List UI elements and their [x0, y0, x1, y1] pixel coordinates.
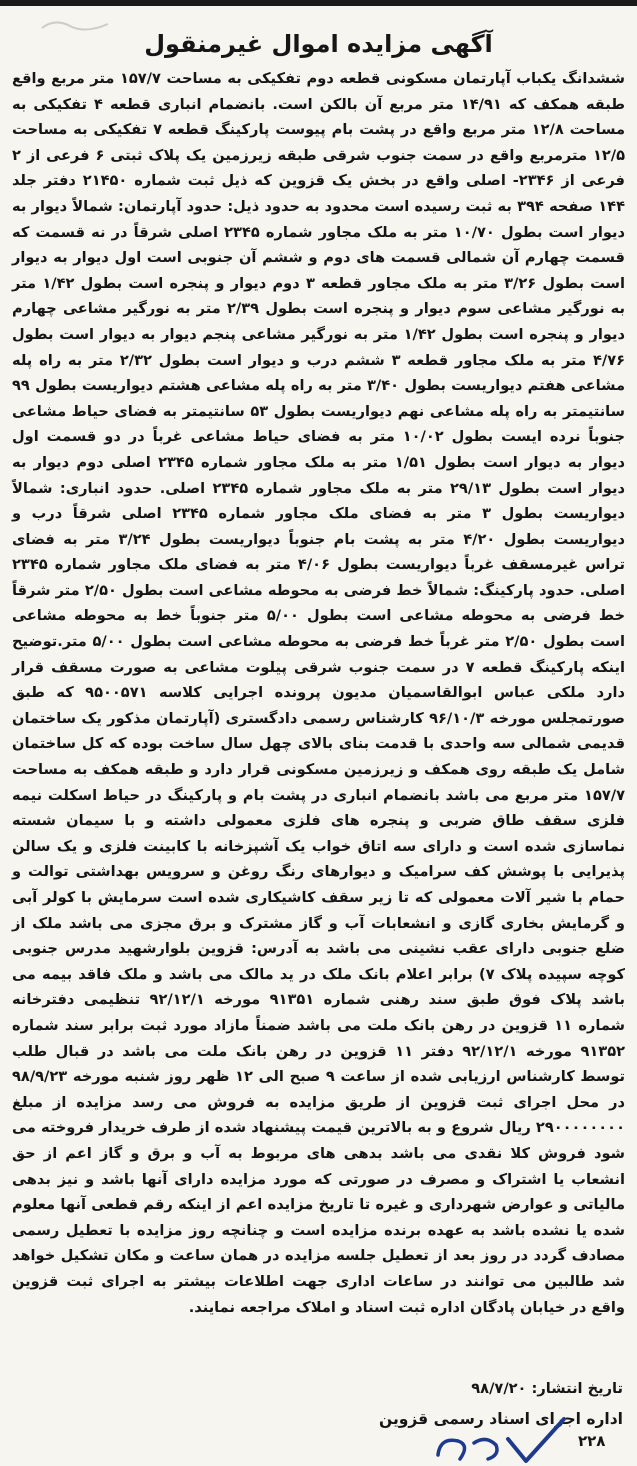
issuing-office-signature: اداره اجرای اسناد رسمی قزوین: [379, 1410, 623, 1428]
notice-body: ششدانگ یکباب آپارتمان مسکونی قطعه دوم تفکیکی به مساحت ۱۵۷/۷ متر مربع واقع طبقه همکف که ۱۴/۹۱ متر مربع آن بالکن است. بانضمام انباری قطعه ۴ تفکیکی به مساحت ۱۲/۸ متر مربع واقع در پشت بام پیوست پارکینگ قطعه ۷ تفکیکی به مساحت ۱۲/۵ مترمربع واقع در سمت جنوب شرقی طبقه زیرزمین یک پلاک ثبتی ۶ فرعی از ۲ فرعی از ۲۳۴۶- اصلی واقع در بخش یک قزوین که ذیل ثبت شماره ۲۱۴۵۰ دفتر جلد ۱۴۴ صفحه ۳۹۴ به ثبت رسیده است محدود به حدود ذیل: حدود آپارتمان: شمالاً دیوار به دیوار است بطول ۱۰/۷۰ متر به ملک مجاور شماره ۲۳۴۵ اصلی شرقاً در نه قسمت که قسمت چهارم آن شمالی قسمت های دوم و ششم آن جنوبی است اول دیوار به دیوار است بطول ۳/۲۶ متر به ملک مجاور قطعه ۳ دوم دیوار و پنجره است بطول ۱/۴۲ متر به نورگیر مشاعی سوم دیوار و پنجره است بطول ۲/۳۹ متر به نورگیر مشاعی چهارم دیوار و پنجره است بطول ۱/۴۲ متر به نورگیر مشاعی پنجم دیوار به دیوار است بطول ۴/۷۶ متر به ملک مجاور قطعه ۳ ششم درب و دیوار است بطول ۲/۳۲ متر به راه پله مشاعی هفتم دیواریست بطول ۳/۴۰ متر به راه پله مشاعی هشتم دیواریست بطول ۹۹ سانتیمتر به راه پله مشاعی نهم دیواریست بطول ۵۳ سانتیمتر به فضای حیاط مشاعی جنوباً نرده ایست بطول ۱۰/۰۲ متر به فضای حیاط مشاعی غرباً در دو قسمت اول دیوار به دیوار است بطول ۱/۵۱ متر به ملک مجاور شماره ۲۳۴۵ اصلی دوم دیوار به دیوار است بطول ۲۹/۱۳ متر به ملک مجاور شماره ۲۳۴۵ اصلی. حدود انباری: شمالاً دیواریست بطول ۳ متر به فضای ملک مجاور شماره ۲۳۴۵ اصلی شرقاً درب و دیواریست بطول ۴/۲۰ متر به پشت بام جنوباً دیواریست بطول ۳/۲۴ متر به فضای تراس غیرمسقف غرباً دیواریست بطول ۴/۰۶ متر به فضای ملک مجاور شماره ۲۳۴۵ اصلی. حدود پارکینگ: شمالاً خط فرضی به محوطه مشاعی است بطول ۲/۵۰ متر شرقاً خط فرضی به محوطه مشاعی است بطول ۵/۰۰ متر جنوباً خط به محوطه مشاعی است بطول ۲/۵۰ متر غرباً خط فرضی به محوطه مشاعی است بطول ۵/۰۰ متر.توضیح اینکه پارکینگ قطعه ۷ در سمت جنوب شرقی پیلوت مشاعی به صورت مسقف قرار دارد ملکی عباس ابوالقاسمیان مدیون پرونده اجرایی کلاسه ۹۵۰۰۵۷۱ که طبق صورتمجلس مورخه ۹۶/۱۰/۳ کارشناس رسمی دادگستری (آپارتمان مذکور یک ساختمان قدیمی شمالی سه واحدی با قدمت بنای بالای چهل سال ساخت بوده که کل ساختمان شامل یک طبقه روی همکف و زیرزمین مسکونی قرار دارد و طبقه همکف به مساحت ۱۵۷/۷ متر مربع می باشد بانضمام انباری در پشت بام و پارکینگ در حیاط اسکلت نیمه فلزی سقف طاق ضربی و پنجره های فلزی معمولی داشته و با سیمان شسته نماسازی شده است و دارای سه اتاق خواب یک آشپزخانه با کابینت فلزی و یک سالن پذیرایی با پوشش کف سرامیک و دیوارهای رنگ روغن و سرویس بهداشتی توالت و حمام با شیر آلات معمولی که تا زیر سقف کاشیکاری شده است سرمایش با کولر آبی و گرمایش بخاری گازی و انشعابات آب و گاز مشترک و برق مجزی می باشد ملک از ضلع جنوبی دارای عقب نشینی می باشد به آدرس: قزوین بلوارشهید مدرس جنوبی کوچه سپیده پلاک ۷) برابر اعلام بانک ملک در ید مالک می باشد و ملک فاقد بیمه می باشد پلاک فوق طبق سند رهنی شماره ۹۱۳۵۱ مورخه ۹۲/۱۲/۱ تنظیمی دفترخانه شماره ۱۱ قزوین در رهن بانک ملت می باشد ضمناً مازاد مورد ثبت برابر سند شماره ۹۱۳۵۲ مورخه ۹۲/۱۲/۱ دفتر ۱۱ قزوین در رهن بانک ملت می باشد در قبال طلب توسط کارشناس ارزیابی شده از ساعت ۹ صبح الی ۱۲ ظهر روز شنبه مورخه ۹۸/۹/۲۳ در محل اجرای ثبت قزوین از طریق مزایده به فروش می رسد مزایده از مبلغ ۲۹۰۰۰۰۰۰۰۰ ریال شروع و به بالاترین قیمت پیشنهاد شده از طرف خریدار فروخته می شود فروش کلا نقدی می باشد بدهی های مربوط به آب و برق و گاز اعم از حق انشعاب یا اشتراک و مصرف در صورتی که مورد مزایده دارای آنها باشد و نیز بدهی مالیاتی و عوارض شهرداری و غیره تا تاریخ مزایده اعم از اینکه رقم قطعی آنها معلوم شده یا نشده باشد به عهده برنده مزایده است و چنانچه روز مزایده با تعطیل رسمی مصادف گردد در روز بعد از تعطیل جلسه مزایده در همان ساعت و مکان تشکیل خواهد شد طالبین می توانند در ساعات اداری جهت اطلاعات بیشتر به اجرای ثبت قزوین واقع در خیابان پادگان اداره ثبت اسناد و املاک مراجعه نمایند.: [12, 70, 626, 1316]
publication-date: تاریخ انتشار: ۹۸/۷/۲۰: [471, 1380, 623, 1397]
handwritten-pen-mark: [430, 1415, 570, 1466]
notice-title: آگهی مزایده اموال غیرمنقول: [144, 30, 493, 58]
top-border-rule: [0, 0, 637, 6]
page-number: ۲۲۸: [578, 1432, 606, 1450]
